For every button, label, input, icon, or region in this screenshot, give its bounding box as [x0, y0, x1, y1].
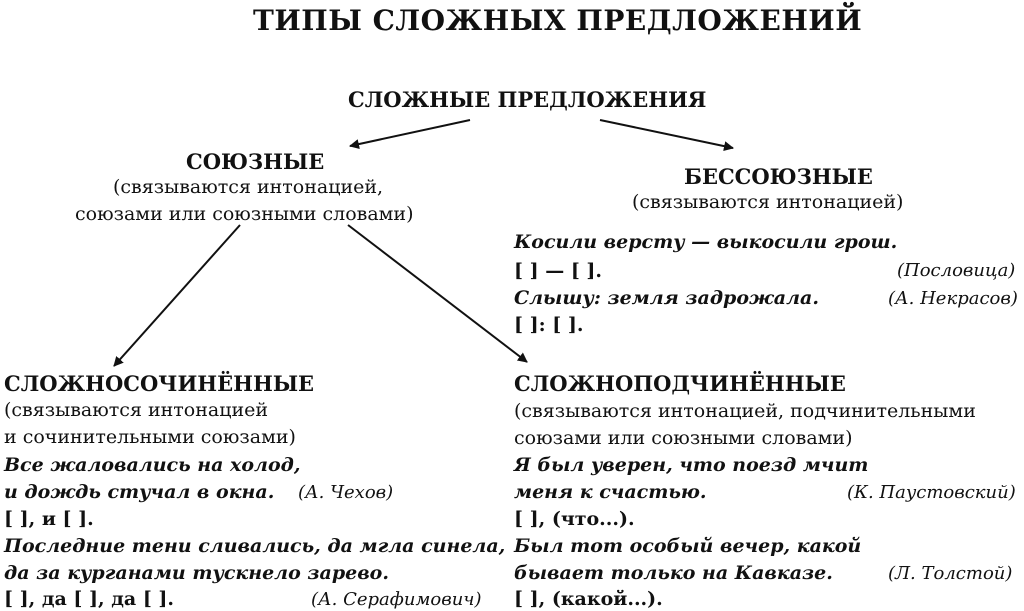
compound-example-1a: Все жаловались на холод, — [4, 454, 301, 476]
complex-example-2a: Был тот особый вечер, какой — [514, 535, 862, 557]
compound-source-1: (А. Чехов) — [298, 482, 394, 503]
compound-example-1b: и дождь стучал в окна. — [4, 481, 275, 503]
arrow-to-nonunion — [600, 120, 733, 148]
complex-source-1: (К. Паустовский) — [847, 482, 1016, 503]
complex-scheme-2: [ ], (какой...). — [514, 588, 663, 610]
complex-heading: СЛОЖНОПОДЧИНЁННЫЕ — [514, 371, 846, 396]
union-heading: СОЮЗНЫЕ — [186, 149, 325, 174]
nonunion-source-1: (Пословица) — [897, 260, 1016, 281]
compound-scheme-2: [ ], да [ ], да [ ]. — [4, 588, 175, 610]
arrow-to-union — [350, 120, 470, 146]
compound-desc-line2: и сочинительными союзами) — [4, 426, 296, 448]
nonunion-scheme-2: [ ]: [ ]. — [514, 314, 584, 336]
compound-heading: СЛОЖНОСОЧИНЁННЫЕ — [4, 371, 315, 396]
compound-desc-line1: (связываются интонацией — [4, 399, 269, 421]
compound-example-2a: Последние тени сливались, да мгла синела, — [4, 535, 506, 557]
union-desc-line1: (связываются интонацией, — [113, 176, 384, 198]
complex-example-2b: бывает только на Кавказе. — [514, 562, 833, 584]
nonunion-example-1: Косили версту — выкосили грош. — [514, 231, 898, 253]
nonunion-source-2: (А. Некрасов) — [888, 288, 1018, 309]
complex-desc-line2: союзами или союзными словами) — [514, 427, 853, 449]
compound-source-2: (А. Серафимович) — [311, 589, 482, 610]
root-node: СЛОЖНЫЕ ПРЕДЛОЖЕНИЯ — [348, 87, 707, 112]
complex-source-2: (Л. Толстой) — [888, 563, 1013, 584]
nonunion-desc: (связываются интонацией) — [632, 191, 904, 213]
union-desc-line2: союзами или союзными словами) — [75, 203, 414, 225]
complex-scheme-1: [ ], (что...). — [514, 508, 635, 530]
complex-example-1b: меня к счастью. — [514, 481, 707, 503]
nonunion-heading: БЕССОЮЗНЫЕ — [684, 164, 873, 189]
arrow-to-compound — [114, 225, 240, 366]
compound-example-2b: да за курганами тускнело зарево. — [4, 562, 389, 584]
page-title: ТИПЫ СЛОЖНЫХ ПРЕДЛОЖЕНИЙ — [253, 4, 863, 37]
nonunion-scheme-1: [ ] — [ ]. — [514, 260, 603, 282]
arrow-to-complex — [348, 225, 527, 362]
complex-example-1a: Я был уверен, что поезд мчит — [514, 454, 869, 476]
complex-desc-line1: (связываются интонацией, подчинительными — [514, 400, 976, 422]
compound-scheme-1: [ ], и [ ]. — [4, 508, 94, 530]
nonunion-example-2: Слышу: земля задрожала. — [514, 287, 819, 309]
